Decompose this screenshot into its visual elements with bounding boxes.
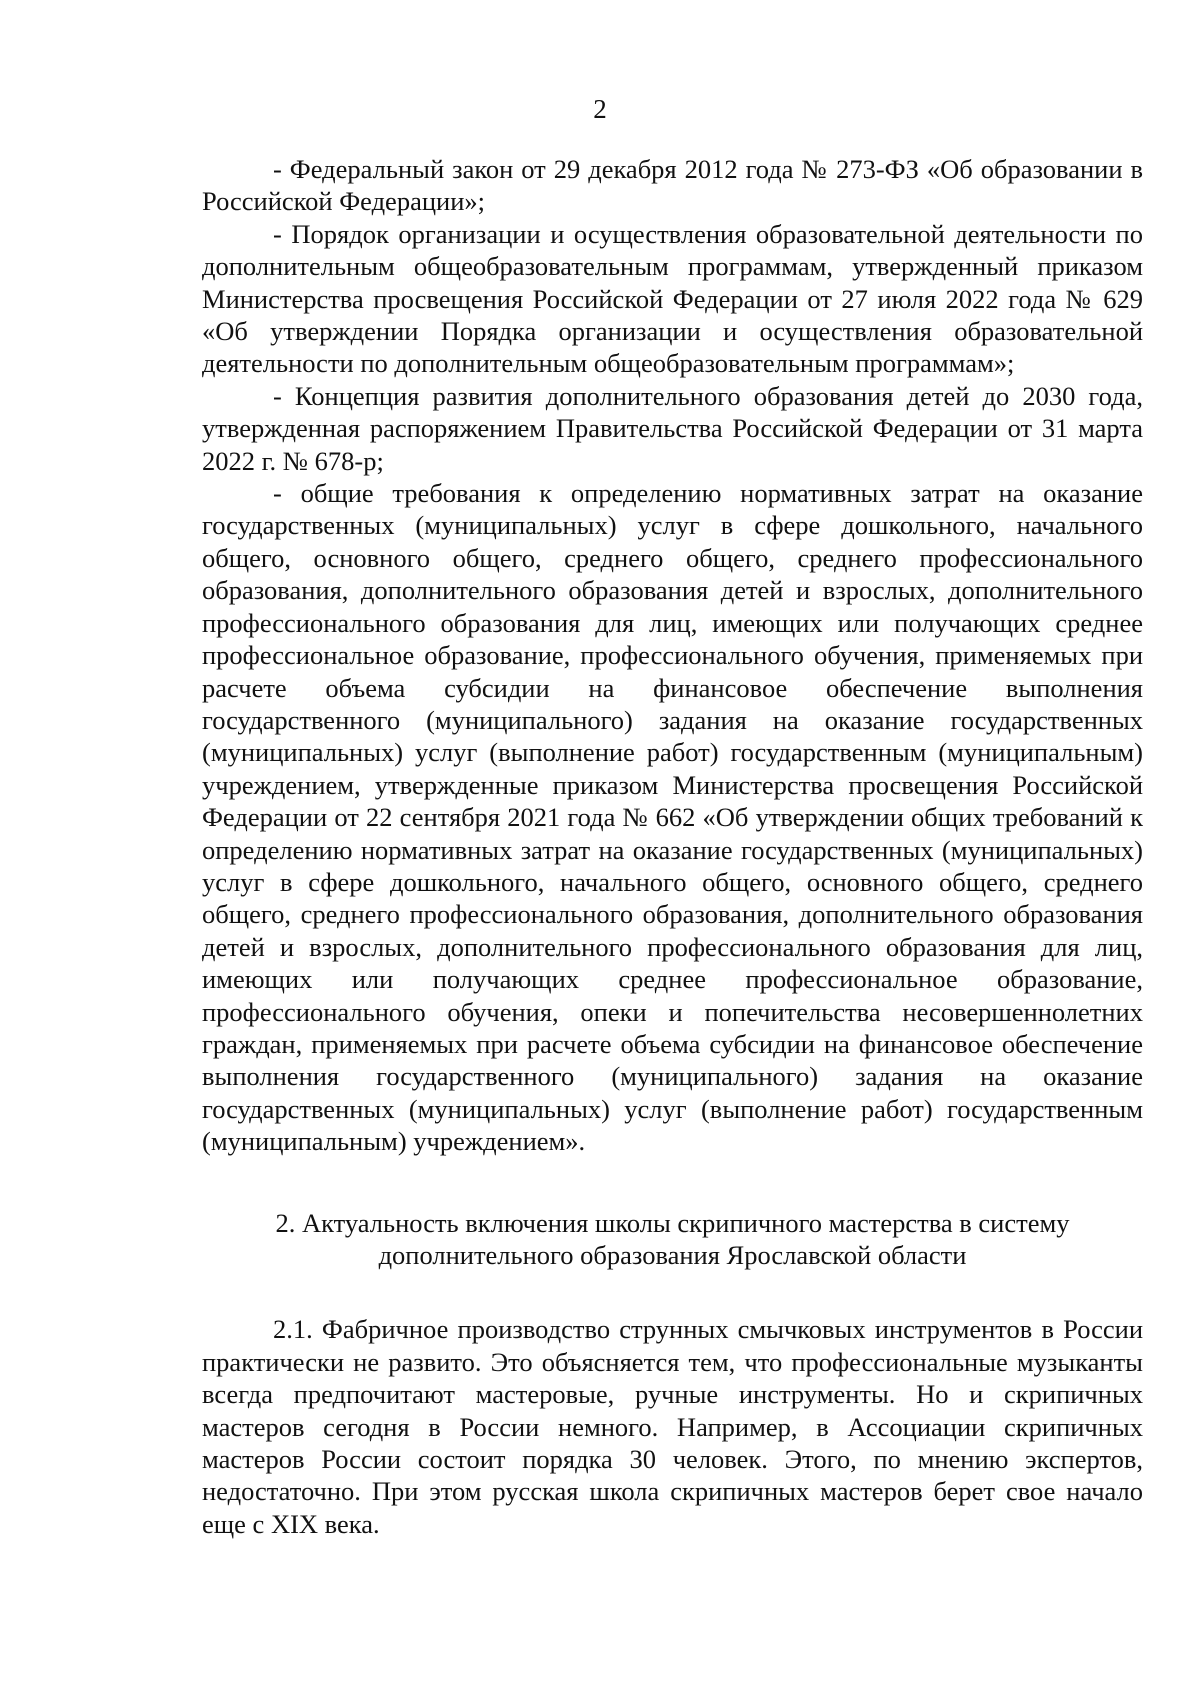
section-heading-line-2: дополнительного образования Ярославской области [378,1240,967,1270]
paragraph-federal-law: - Федеральный закон от 29 декабря 2012 года № 273-ФЗ «Об образовании в Российской Федерации»; [202,154,1143,217]
paragraph-general-requirements: - общие требования к определению нормативных затрат на оказание государственных (муниципальных) услуг в сфере дошкольного, начального общего, основного общего, среднего общего, среднего профессионального образования, дополнительного образования детей и взрослых, дополнительного профессионального образования для лиц, имеющих или получающих среднее профессиональное образование, профессионального обучения, применяемых при расчете объема субсидии на финансовое обеспечение выполнения государственного (муниципального) задания на оказание государственных (муниципальных) услуг (выполнение работ) государственным (муниципальным) учреждением, утвержденные приказом Министерства просвещения Российской Федерации от 22 сентября 2021 года № 662 «Об утверждении общих требований к определению нормативных затрат на оказание государственных (муниципальных) услуг в сфере дошкольного, начального общего, основного общего, среднего общего, среднего профессионального образования, дополнительного образования детей и взрослых, дополнительного профессионального образования для лиц, имеющих или получающих среднее профессиональное образование, профессионального обучения, опеки и попечительства несовершеннолетних граждан, применяемых при расчете объема субсидии на финансовое обеспечение выполнения государственного (муниципального) задания на оказание государственных (муниципальных) услуг (выполнение работ) государственным (муниципальным) учреждением». [202,478,1143,1157]
section-heading [202,1207,1143,1272]
paragraph-concept-2030: - Концепция развития дополнительного образования детей до 2030 года, утвержденная распоряжением Правительства Российской Федерации от 31 марта 2022 г. № 678-р; [202,380,1143,476]
document-body [202,153,1143,1540]
section-heading-line-1: 2. Актуальность включения школы скрипичного мастерства в систему [275,1207,1070,1238]
page-number: 2 [593,94,607,124]
paragraph-2-1: 2.1. Фабричное производство струнных смычковых инструментов в России практически не развито. Это объясняется тем, что профессиональные музыканты всегда предпочитают мастеровые, ручные инструменты. Но и скрипичных мастеров сегодня в России немного. Например, в Ассоциации скрипичных мастеров России состоит порядка 30 человек. Этого, по мнению экспертов, недостаточно. При этом русская школа скрипичных мастеров берет свое начало еще с XIX века. [202,1314,1143,1539]
paragraph-order-629: - Порядок организации и осуществления образовательной деятельности по дополнительным общеобразовательным программам, утвержденный приказом Министерства просвещения Российской Федерации от 27 июля 2022 года № 629 «Об утверждении Порядка организации и осуществления образовательной деятельности по дополнительным общеобразовательным программам»; [202,218,1143,379]
